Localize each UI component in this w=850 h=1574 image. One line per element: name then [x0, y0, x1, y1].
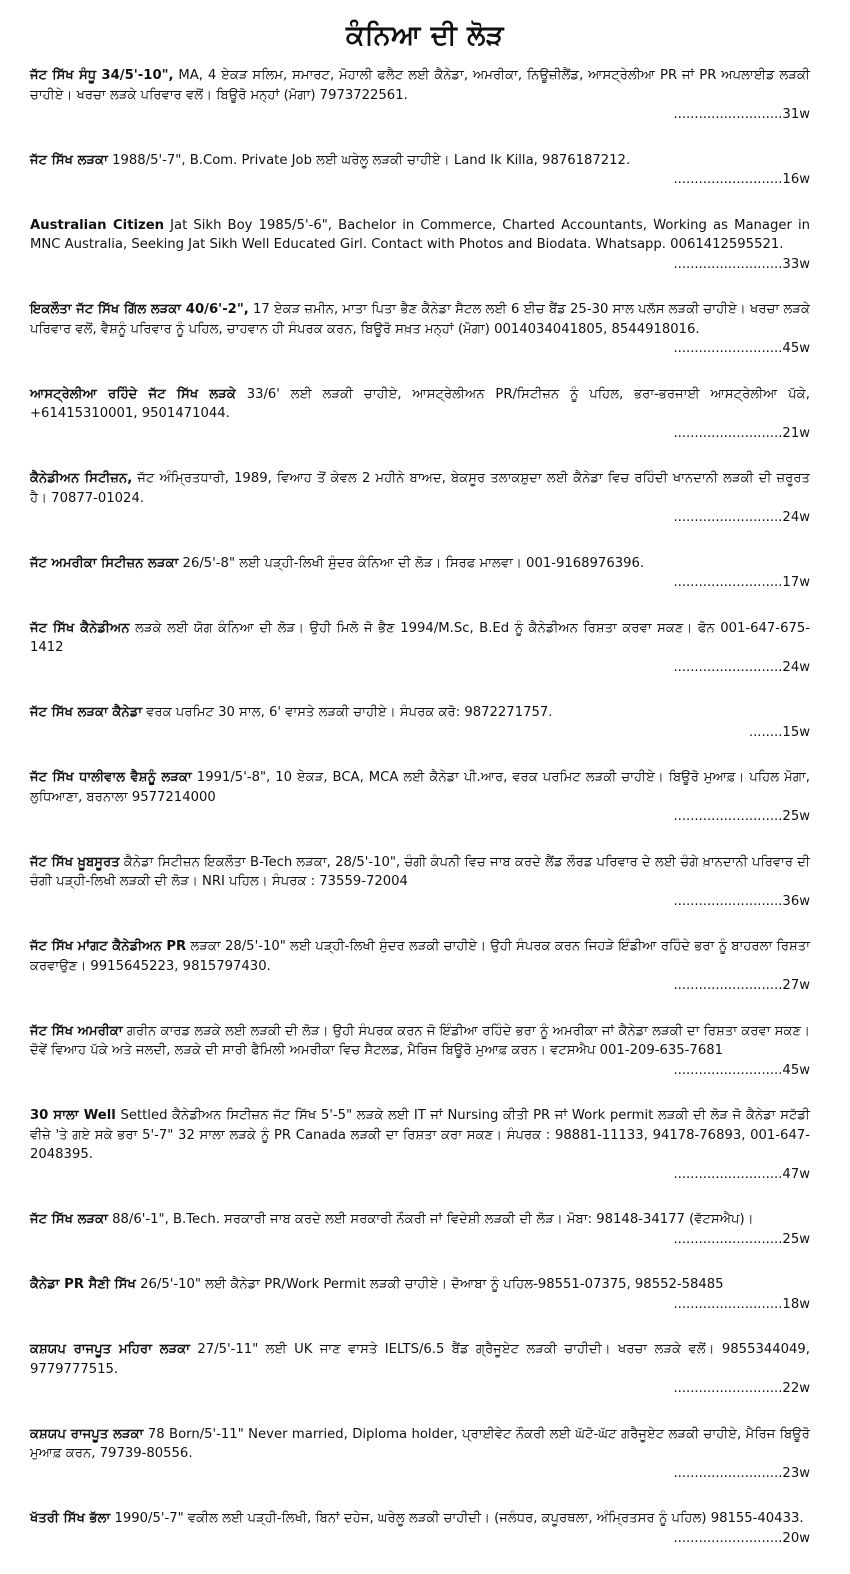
ad-reference: ..........................22w: [673, 1381, 810, 1396]
ad-reference: ..........................21w: [673, 425, 810, 441]
ad-text: 88/6'-1", B.Tech. ਸਰਕਾਰੀ ਜਾਬ ਕਰਦੇ ਲਈ ਸਰਕਾਰੀ ਨੌਕਰੀ ਜਾਂ ਵਿਦੇਸ਼ੀ ਲੜਕੀ ਦੀ ਲੋੜ। ਮੋਬਾ: 98148-34177 (ਵੱਟਸਐਪ)।: [107, 1212, 754, 1227]
ad-heading: ਜੱਟ ਸਿੱਖ ਖ਼ੂਬਸੂਰਤ: [30, 854, 120, 870]
ad-text: 78 Born/5'-11" Never married, Diploma holder, ਪ੍ਰਾਈਵੇਟ ਨੌਕਰੀ ਲਈ ਘੱਟੋ-ਘੱਟ ਗਰੈਜੂਏਟ ਲੜਕੀ ਚਾਹੀਏ, ਮੈਰਿਜ ਬਿਊਰੋ ਮੁਆਫ਼ ਕਰਨ, 79739-80556.: [30, 1426, 810, 1461]
ad-heading: ਜੱਟ ਸਿੱਖ ਲੜਕਾ: [30, 1212, 108, 1227]
classified-ad: [30, 1275, 810, 1314]
ad-text: Settled ਕੈਨੇਡੀਅਨ ਸਿਟੀਜ਼ਨ ਜੱਟ ਸਿੱਖ 5'-5" ਲੜਕੇ ਲਈ IT ਜਾਂ Nursing ਕੀਤੀ PR ਜਾਂ Work permit ਲੜਕੀ ਦੀ ਲੋੜ ਜੋ ਕੈਨੇਡਾ ਸਟੱਡੀ ਵੀਜ਼ੇ 'ਤੇ ਗਏ ਸਕੇ ਭਰਾ 5'-7" 32 ਸਾਲਾ ਲੜਕੇ ਨੂੰ PR Canada ਲੜਕੀ ਦਾ ਰਿਸ਼ਤਾ ਕਰਾ ਸਕਣ। ਸੰਪਰਕ : 98881-11133, 94178-76893, 001-647-2048395.: [30, 1108, 810, 1162]
ad-reference: ..........................31w: [673, 107, 810, 122]
classified-ad: [30, 151, 810, 190]
ad-heading: 30 ਸਾਲਾ Well: [30, 1108, 116, 1123]
ad-heading: ਜੱਟ ਸਿੱਖ ਧਾਲੀਵਾਲ ਵੈਸ਼ਨੂੰ ਲੜਕਾ: [30, 770, 192, 785]
ad-text: 17 ਏਕੜ ਜ਼ਮੀਨ, ਮਾਤਾ ਪਿਤਾ ਭੈਣ ਕੈਨੇਡਾ ਸੈਟਲ ਲਈ 6 ਈਚ ਬੈਂਡ 25-30 ਸਾਲ ਪਲੱਸ ਲੜਕੀ ਚਾਹੀਏ। ਖਰਚਾ ਲੜਕੇ ਪਰਿਵਾਰ ਵਲੋਂ, ਵੈਸ਼ਨੂੰ ਪਰਿਵਾਰ ਨੂੰ ਪਹਿਲ, ਚਾਹਵਾਨ ਹੀ ਸੰਪਰਕ ਕਰਨ, ਬਿਊਰੋ ਸਖ਼ਤ ਮਨ੍ਹਾਂ (ਮੋਗਾ) 0014034041805, 8544918016.: [30, 302, 810, 337]
ad-heading: ਜੱਟ ਸਿੱਖ ਕੈਨੇਡੀਅਨ: [30, 620, 130, 636]
classified-ad: [30, 385, 810, 444]
ad-text: 1991/5'-8", 10 ਏਕੜ, BCA, MCA ਲਈ ਕੈਨੇਡਾ ਪੀ.ਆਰ, ਵਰਕ ਪਰਮਿਟ ਲੜਕੀ ਚਾਹੀਏ। ਬਿਊਰੋ ਮੁਆਫ਼। ਪਹਿਲ ਮੋਗਾ, ਲੁਧਿਆਣਾ, ਬਰਨਾਲਾ 9577214000: [30, 770, 810, 805]
ad-heading: ਕੈਨੇਡਾ PR ਸੈਣੀ ਸਿੱਖ: [30, 1277, 136, 1292]
classified-ad: [30, 1210, 810, 1249]
ad-reference: ..........................20w: [673, 1530, 810, 1546]
ad-reference: ..........................25w: [673, 1231, 810, 1247]
ad-text: 1988/5'-7", B.Com. Private Job ਲਈ ਘਰੇਲੂ ਲੜਕੀ ਚਾਹੀਏ। Land Ik Killa, 9876187212.: [107, 152, 631, 168]
ad-heading: ਜੱਟ ਸਿੱਖ ਸੰਧੂ 34/5'-10",: [30, 68, 174, 83]
classified-ad: [30, 1022, 810, 1081]
ad-heading: ਕਸ਼ਯਪ ਰਾਜਪੂਤ ਲੜਕਾ: [30, 1426, 144, 1442]
ad-reference: ..........................45w: [673, 341, 810, 356]
ad-text: ਲੜਕੇ ਲਈ ਯੋਗ ਕੰਨਿਆ ਦੀ ਲੋੜ। ਉਹੀ ਮਿਲੋ ਜੋ ਭੈਣ 1994/M.Sc, B.Ed ਨੂੰ ਕੈਨੇਡੀਅਨ ਰਿਸ਼ਤਾ ਕਰਵਾ ਸਕਣ। ਫੋਨ 001-647-675-1412: [30, 620, 811, 655]
classified-ad: [30, 469, 810, 528]
ad-text: ਲੜਕਾ 28/5'-10" ਲਈ ਪੜ੍ਹੀ-ਲਿਖੀ ਸੁੰਦਰ ਲੜਕੀ ਚਾਹੀਏ। ਉਹੀ ਸੰਪਰਕ ਕਰਨ ਜਿਹੜੇ ਇੰਡੀਆ ਰਹਿੰਦੇ ਭਰਾ ਨੂੰ ਬਾਹਰਲਾ ਰਿਸ਼ਤਾ ਕਰਵਾਉਣ। 9915645223, 9815797430.: [30, 939, 811, 974]
classified-ad: [30, 619, 810, 678]
ad-reference: ..........................33w: [673, 256, 810, 272]
classified-ad: [30, 768, 810, 827]
ad-text: Jat Sikh Boy 1985/5'-6", Bachelor in Commerce, Charted Accountants, Working as Manager in MNC Australia, Seeking Jat Sikh Well Educated Girl. Contact with Photos and Biodata. Whatsapp. 0061412595521.: [30, 217, 811, 252]
ad-heading: ਜੱਟ ਸਿੱਖ ਲੜਕਾ ਕੈਨੇਡਾ: [30, 705, 143, 720]
ad-reference: ..........................17w: [673, 575, 810, 590]
ad-text: ਕੈਨੇਡਾ ਸਿਟੀਜ਼ਨ ਇਕਲੌਤਾ B-Tech ਲੜਕਾ, 28/5'-10", ਚੰਗੀ ਕੰਪਨੀ ਵਿਚ ਜਾਬ ਕਰਦੇ ਲੈਂਡ ਲੌਰਡ ਪਰਿਵਾਰ ਦੇ ਲਈ ਚੰਗੇ ਖ਼ਾਨਦਾਨੀ ਪਰਿਵਾਰ ਦੀ ਚੰਗੀ ਪੜ੍ਹੀ-ਲਿਖੀ ਲੜਕੀ ਦੀ ਲੋੜ। NRI ਪਹਿਲ। ਸੰਪਰਕ : 73559-72004: [30, 854, 811, 889]
ad-text: ਜੱਟ ਅੰਮ੍ਰਿਤਧਾਰੀ, 1989, ਵਿਆਹ ਤੋਂ ਕੇਵਲ 2 ਮਹੀਨੇ ਬਾਅਦ, ਬੇਕਸੂਰ ਤਲਾਕਸ਼ੁਦਾ ਲਈ ਕੈਨੇਡਾ ਵਿਚ ਰਹਿੰਦੀ ਖਾਨਦਾਨੀ ਲੜਕੀ ਦੀ ਜ਼ਰੂਰਤ ਹੈ। 70877-01024.: [30, 471, 810, 506]
classified-ad: [30, 853, 810, 912]
classified-ad: [30, 66, 810, 125]
ad-heading: ਜੱਟ ਸਿੱਖ ਲੜਕਾ: [30, 152, 108, 168]
classified-ad: [30, 1106, 810, 1184]
ad-reference: ........15w: [748, 724, 810, 740]
ad-text: 27/5'-11" ਲਈ UK ਜਾਣ ਵਾਸਤੇ IELTS/6.5 ਬੈਂਡ ਗ੍ਰੈਜੂਏਟ ਲੜਕੀ ਚਾਹੀਦੀ। ਖਰਚਾ ਲੜਕੇ ਵਲੋਂ। 9855344049, 9779777515.: [30, 1342, 810, 1377]
ad-heading: ਆਸਟ੍ਰੇਲੀਆ ਰਹਿੰਦੇ ਜੱਟ ਸਿੱਖ ਲੜਕੇ: [30, 386, 236, 402]
ad-text: 26/5'-10" ਲਈ ਕੈਨੇਡਾ PR/Work Permit ਲੜਕੀ ਚਾਹੀਏ। ਦੋਆਬਾ ਨੂੰ ਪਹਿਲ-98551-07375, 98552-58485: [135, 1277, 724, 1292]
ad-heading: ਕੈਨੇਡੀਅਨ ਸਿਟੀਜ਼ਨ,: [30, 471, 133, 486]
ad-reference: ..........................36w: [673, 893, 810, 909]
ad-text: MA, 4 ਏਕੜ ਸਲਿਮ, ਸਮਾਰਟ, ਮੋਹਾਲੀ ਫਲੈਟ ਲਈ ਕੈਨੇਡਾ, ਅਮਰੀਕਾ, ਨਿਊਜ਼ੀਲੈਂਡ, ਆਸਟ੍ਰੇਲੀਆ PR ਜਾਂ PR ਅਪਲਾਈਡ ਲੜਕੀ ਚਾਹੀਏ। ਖਰਚਾ ਲੜਕੇ ਪਰਿਵਾਰ ਵਲੋਂ। ਬਿਊਰੋ ਮਨ੍ਹਾਂ (ਮੋਗਾ) 7973722561.: [30, 68, 811, 103]
ad-text: ਵਰਕ ਪਰਮਿਟ 30 ਸਾਲ, 6' ਵਾਸਤੇ ਲੜਕੀ ਚਾਹੀਏ। ਸੰਪਰਕ ਕਰੋ: 9872271757.: [142, 705, 553, 720]
ad-heading: ਕਸ਼ਯਪ ਰਾਜਪੂਤ ਮਹਿਰਾ ਲੜਕਾ: [30, 1342, 191, 1357]
classified-ad: [30, 554, 810, 593]
classified-ad: [30, 703, 810, 742]
classified-ad: [30, 300, 810, 359]
ad-reference: ..........................18w: [673, 1296, 810, 1312]
classified-ad: [30, 1340, 810, 1399]
ad-reference: ..........................23w: [673, 1465, 810, 1481]
ad-heading: ਜੱਟ ਅਮਰੀਕਾ ਸਿਟੀਜ਼ਨ ਲੜਕਾ: [30, 555, 179, 571]
ad-reference: ..........................45w: [673, 1062, 810, 1078]
classified-ad: [30, 216, 810, 275]
ad-reference: ..........................24w: [673, 510, 810, 525]
ad-reference: ..........................24w: [673, 659, 810, 675]
page-title: ਕੰਨਿਆ ਦੀ ਲੋੜ: [345, 20, 505, 51]
classified-ad: [30, 1509, 810, 1548]
ad-heading: ਜੱਟ ਸਿੱਖ ਮਾਂਗਟ ਕੈਨੇਡੀਅਨ PR: [30, 939, 187, 954]
ad-reference: ..........................16w: [673, 172, 810, 187]
ad-heading: ਖੱਤਰੀ ਸਿੱਖ ਭੱਲਾ: [30, 1511, 111, 1526]
ad-heading: Australian Citizen: [30, 217, 165, 233]
ad-text: 1990/5'-7" ਵਕੀਲ ਲਈ ਪੜ੍ਹੀ-ਲਿਖੀ, ਬਿਨਾਂ ਦਹੇਜ, ਘਰੇਲੂ ਲੜਕੀ ਚਾਹੀਦੀ। (ਜਲੰਧਰ, ਕਪੂਰਥਲਾ, ਅੰਮ੍ਰਿਤਸਰ ਨੂੰ ਪਹਿਲ) 98155-40433.: [110, 1511, 804, 1526]
ad-reference: ..........................25w: [673, 809, 810, 824]
classified-ad: [30, 1425, 810, 1484]
ad-reference: ..........................47w: [673, 1166, 810, 1182]
ad-text: ਗਰੀਨ ਕਾਰਡ ਲੜਕੇ ਲਈ ਲੜਕੀ ਦੀ ਲੋੜ। ਉਹੀ ਸੰਪਰਕ ਕਰਨ ਜੋ ਇੰਡੀਆ ਰਹਿੰਦੇ ਭਰਾ ਨੂੰ ਅਮਰੀਕਾ ਜਾਂ ਕੈਨੇਡਾ ਲੜਕੀ ਦਾ ਰਿਸ਼ਤਾ ਕਰਵਾ ਸਕਣ। ਦੋਵੇਂ ਵਿਆਹ ਪੱਕੇ ਅਤੇ ਜਲਦੀ, ਲੜਕੇ ਦੀ ਸਾਰੀ ਫੈਮਿਲੀ ਅਮਰੀਕਾ ਵਿਚ ਸੈਟਲਡ, ਮੈਰਿਜ ਬਿਊਰੋ ਮੁਆਫ਼ ਕਰਨ। ਵਟਸਐਪ 001-209-635-7681: [30, 1023, 810, 1058]
ad-reference: ..........................27w: [673, 978, 810, 993]
ad-heading: ਜੱਟ ਸਿੱਖ ਅਮਰੀਕਾ: [30, 1023, 123, 1039]
ad-text: 26/5'-8" ਲਈ ਪੜ੍ਹੀ-ਲਿਖੀ ਸੁੰਦਰ ਕੰਨਿਆ ਦੀ ਲੋੜ। ਸਿਰਫ ਮਾਲਵਾ। 001-9168976396.: [178, 555, 645, 571]
ad-text: 33/6' ਲਈ ਲੜਕੀ ਚਾਹੀਏ, ਆਸਟ੍ਰੇਲੀਅਨ PR/ਸਿਟੀਜ਼ਨ ਨੂੰ ਪਹਿਲ, ਭਰਾ-ਭਰਜਾਈ ਆਸਟ੍ਰੇਲੀਆ ਪੱਕੇ, +61415310001, 9501471044.: [30, 386, 810, 421]
classified-ad: [30, 937, 810, 996]
ads-list: [30, 66, 810, 1574]
ad-heading: ਇਕਲੌਤਾ ਜੱਟ ਸਿੱਖ ਗਿੱਲ ਲੜਕਾ 40/6'-2",: [30, 302, 249, 317]
